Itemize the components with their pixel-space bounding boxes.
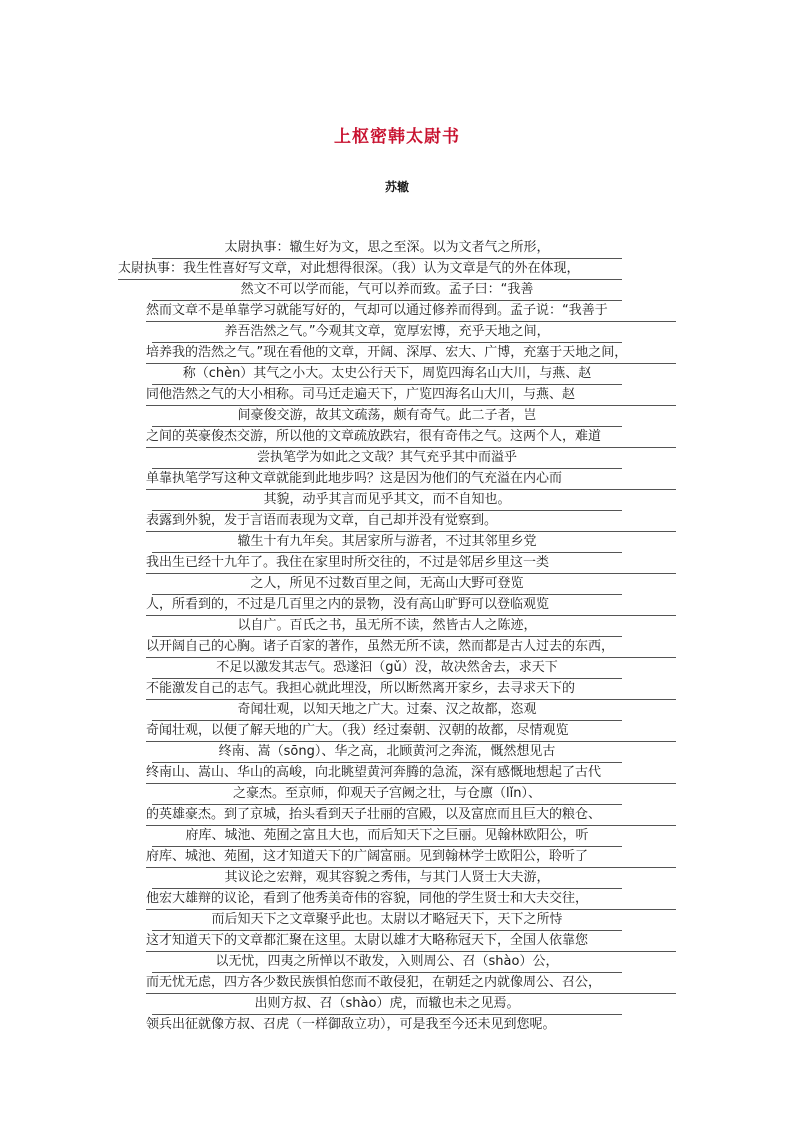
translation-line: 以开阔自己的心胸。诸子百家的著作，虽然无所不读，然而都是古人过去的东西， [146,637,676,658]
translation-line: 表露到外貌，发于言语而表现为文章，自己却并没有觉察到。 [146,511,676,532]
original-line: 之人，所见不过数百里之间，无高山大野可登览 [152,574,622,595]
original-line: 然文不可以学而能，气可以养而致。孟子曰：“我善 [152,280,622,301]
translation-line: 这才知道天下的文章都汇聚在这里。太尉以雄才大略称冠天下，全国人依靠您 [146,931,676,952]
original-line: 以自广。百氏之书，虽无所不读，然皆古人之陈迹， [152,616,622,637]
translation-line: 单靠执笔学写这种文章就能到此地步吗？这是因为他们的气充溢在内心而 [146,469,676,490]
original-line: 奇闻壮观，以知天地之广大。过秦、汉之故都，恣观 [152,700,622,721]
original-line: 不足以激发其志气。恐遂汩（gǔ）没，故决然舍去，求天下 [152,658,622,679]
translation-line: 的英雄豪杰。到了京城，抬头看到天子壮丽的宫殿，以及富庶而且巨大的粮仓、 [146,805,676,826]
original-line: 太尉执事：辙生好为文，思之至深。以为文者气之所形， [152,238,622,259]
translation-line: 不能激发自己的志气。我担心就此埋没，所以断然离开家乡，去寻求天下的 [146,679,676,700]
author-name: 苏辙 [384,180,409,194]
original-line: 尝执笔学为如此之文哉？其气充乎其中而溢乎 [152,448,622,469]
original-line: 而后知天下之文章聚乎此也。太尉以才略冠天下，天下之所恃 [152,910,622,931]
translation-line: 太尉执事：我生性喜好写文章，对此想得很深。（我）认为文章是气的外在体现， [118,259,622,280]
original-line: 府库、城池、苑囿之富且大也，而后知天下之巨丽。见翰林欧阳公，听 [152,826,622,847]
translation-line: 他宏大雄辩的议论，看到了他秀美奇伟的容貌，同他的学生贤士和大夫交往， [146,889,676,910]
original-line: 称（chèn）其气之小大。太史公行天下，周览四海名山大川，与燕、赵 [152,364,622,385]
original-line: 出则方叔、召（shào）虎，而辙也未之见焉。 [152,994,622,1015]
translation-line: 府库、城池、苑囿，这才知道天下的广阔富丽。见到翰林学士欧阳公，聆听了 [146,847,676,868]
translation-line: 同他浩然之气的大小相称。司马迁走遍天下，广览四海名山大川，与燕、赵 [146,385,676,406]
translation-line: 之间的英豪俊杰交游，所以他的文章疏放跌宕，很有奇伟之气。这两个人，难道 [146,427,676,448]
original-line: 间豪俊交游，故其文疏荡，颇有奇气。此二子者，岂 [152,406,622,427]
document-title: 上枢密韩太尉书 [334,127,460,147]
translation-line: 终南山、嵩山、华山的高峻，向北眺望黄河奔腾的急流，深有感慨地想起了古代 [146,763,676,784]
original-line: 终南、嵩（sōng）、华之高，北顾黄河之奔流，慨然想见古 [152,742,622,763]
translation-line: 培养我的浩然之气。”现在看他的文章，开阔、深厚、宏大、广博，充塞于天地之间， [146,343,676,364]
original-line: 之豪杰。至京师，仰观天子宫阙之壮，与仓廪（lǐn）、 [152,784,622,805]
original-line: 以无忧，四夷之所惮以不敢发，入则周公、召（shào）公， [152,952,622,973]
original-line: 其貌，动乎其言而见乎其文，而不自知也。 [152,490,622,511]
translation-line: 而无忧无虑，四方各少数民族惧怕您而不敢侵犯，在朝廷之内就像周公、召公， [146,973,676,994]
translation-line: 奇闻壮观，以便了解天地的广大。（我）经过秦朝、汉朝的故都，尽情观览 [146,721,676,742]
original-line: 其议论之宏辩，观其容貌之秀伟，与其门人贤士大夫游， [152,868,622,889]
translation-line: 我出生已经十九年了。我住在家里时所交往的，不过是邻居乡里这一类 [146,553,676,574]
translation-line: 领兵出征就像方叔、召虎（一样御敌立功），可是我至今还未见到您呢。 [146,1017,556,1032]
translation-line: 然而文章不是单靠学习就能写好的，气却可以通过修养而得到。孟子说：“我善于 [146,301,676,322]
translation-line: 人，所看到的，不过是几百里之内的景物，没有高山旷野可以登临观览 [146,595,676,616]
original-line: 辙生十有九年矣。其居家所与游者，不过其邻里乡党 [152,532,622,553]
original-line: 养吾浩然之气。”今观其文章，宽厚宏博，充乎天地之间， [152,322,622,343]
